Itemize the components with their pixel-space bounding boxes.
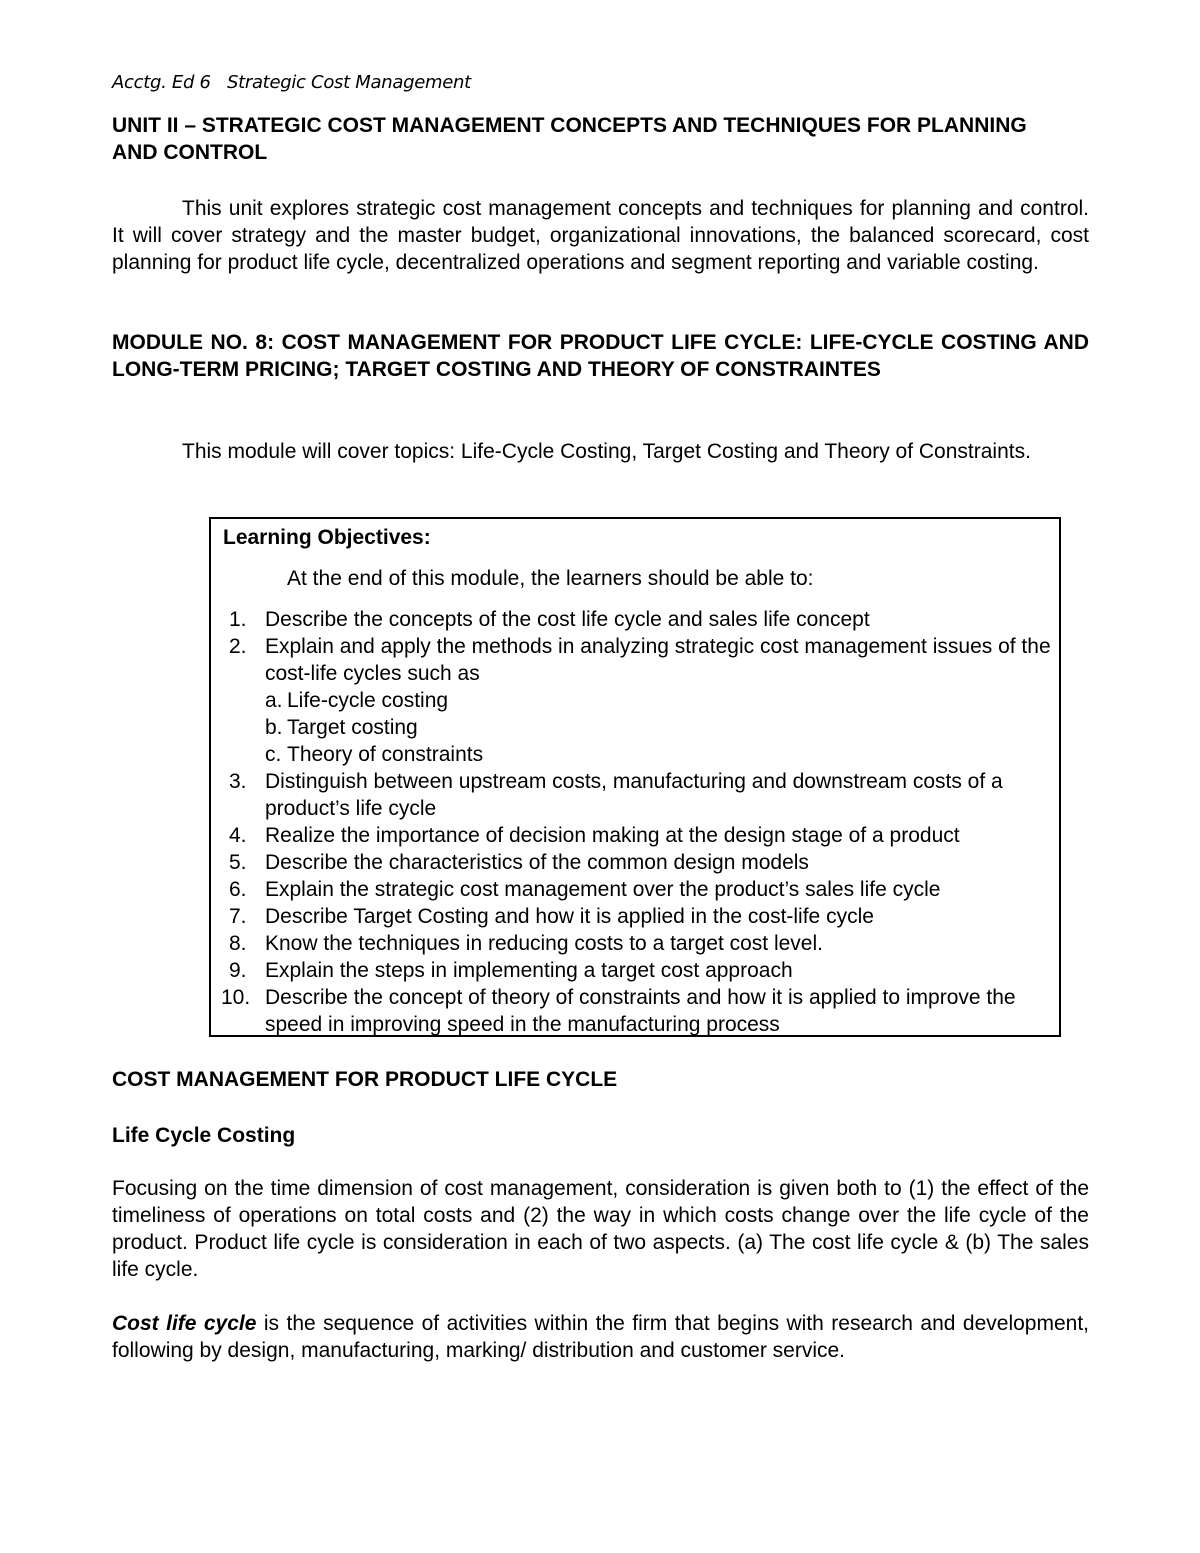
objective-number: 5. bbox=[229, 851, 247, 874]
objective-item bbox=[223, 876, 1053, 903]
objective-number: 6. bbox=[229, 878, 247, 901]
unit-title: UNIT II – STRATEGIC COST MANAGEMENT CONCEPTS AND TECHNIQUES FOR PLANNING AND CONTROL bbox=[112, 114, 1027, 164]
objective-item bbox=[223, 930, 1053, 957]
objective-text: Realize the importance of decision making at the design stage of a product bbox=[265, 824, 960, 847]
objective-text: Explain the strategic cost management over the product’s sales life cycle bbox=[265, 878, 941, 901]
objective-text: Describe the concept of theory of constraints and how it is applied to improve the speed in improving speed in the manufacturing process bbox=[265, 986, 1016, 1036]
objective-subitem-letter: b. bbox=[265, 716, 283, 739]
objective-number: 9. bbox=[229, 959, 247, 982]
objective-number: 7. bbox=[229, 905, 247, 928]
objective-text: Know the techniques in reducing costs to a target cost level. bbox=[265, 932, 823, 955]
unit-intro-paragraph: This unit explores strategic cost management concepts and techniques for planning and control. It will cover strategy and the master budget, organizational innovations, the balanced scorecard, cost planning for product life cycle, decentralized operations and segment reporting and variable costing. bbox=[112, 197, 1089, 274]
objective-subitem-letter: c. bbox=[265, 743, 282, 766]
objective-subitem bbox=[265, 714, 1053, 741]
objective-subitem-letter: a. bbox=[265, 689, 283, 712]
objective-item bbox=[223, 606, 1053, 633]
learning-objectives-list bbox=[223, 606, 1053, 1038]
objective-item bbox=[223, 849, 1053, 876]
module-intro-paragraph: This module will cover topics: Life-Cycle Costing, Target Costing and Theory of Constraints. bbox=[182, 440, 1031, 463]
learning-objectives-intro: At the end of this module, the learners should be able to: bbox=[287, 567, 814, 590]
objective-text: Explain and apply the methods in analyzing strategic cost management issues of the cost-life cycles such as bbox=[265, 635, 1051, 685]
section-title: COST MANAGEMENT FOR PRODUCT LIFE CYCLE bbox=[112, 1068, 618, 1091]
objective-subitem-text: Theory of constraints bbox=[287, 743, 484, 766]
objective-item bbox=[223, 822, 1053, 849]
learning-objectives-box bbox=[209, 517, 1061, 1037]
objective-text: Distinguish between upstream costs, manufacturing and downstream costs of a product’s life cycle bbox=[265, 770, 1003, 820]
objective-sublist bbox=[265, 687, 1053, 768]
objective-item bbox=[223, 633, 1053, 768]
objective-text: Explain the steps in implementing a target cost approach bbox=[265, 959, 793, 982]
objective-subitem bbox=[265, 687, 1053, 714]
objective-item bbox=[223, 984, 1053, 1038]
objective-item bbox=[223, 903, 1053, 930]
objective-number: 1. bbox=[229, 608, 247, 631]
objective-subitem-text: Target costing bbox=[287, 716, 418, 739]
learning-objectives-heading: Learning Objectives: bbox=[223, 526, 431, 549]
objective-number: 10. bbox=[221, 986, 251, 1009]
objective-number: 8. bbox=[229, 932, 247, 955]
cost-life-cycle-paragraph bbox=[112, 1310, 1089, 1364]
objective-number: 2. bbox=[229, 635, 247, 658]
page-header: Acctg. Ed 6 Strategic Cost Management bbox=[112, 72, 471, 93]
objective-number: 4. bbox=[229, 824, 247, 847]
objective-text: Describe Target Costing and how it is applied in the cost-life cycle bbox=[265, 905, 874, 928]
cost-life-cycle-term: Cost life cycle bbox=[112, 1312, 257, 1335]
objective-subitem bbox=[265, 741, 1053, 768]
objective-text: Describe the characteristics of the common design models bbox=[265, 851, 809, 874]
subsection-title: Life Cycle Costing bbox=[112, 1124, 296, 1147]
objective-text: Describe the concepts of the cost life cycle and sales life concept bbox=[265, 608, 870, 631]
module-title: MODULE NO. 8: COST MANAGEMENT FOR PRODUCT LIFE CYCLE: LIFE-CYCLE COSTING AND LONG-TERM PRICING; TARGET COSTING AND THEORY OF CONSTRAINTES bbox=[112, 331, 1089, 381]
objective-item bbox=[223, 957, 1053, 984]
objective-subitem-text: Life-cycle costing bbox=[287, 689, 449, 712]
cost-life-cycle-definition: is the sequence of activities within the firm that begins with research and development, following by design, manufacturing, marking/ distribution and customer service. bbox=[112, 1312, 1089, 1362]
objective-item bbox=[223, 768, 1053, 822]
objective-number: 3. bbox=[229, 770, 247, 793]
life-cycle-costing-paragraph: Focusing on the time dimension of cost management, consideration is given both to (1) the effect of the timeliness of operations on total costs and (2) the way in which costs change over the life cycle of the product. Product life cycle is consideration in each of two aspects. (a) The cost life cycle & (b) The sales life cycle. bbox=[112, 1177, 1089, 1281]
